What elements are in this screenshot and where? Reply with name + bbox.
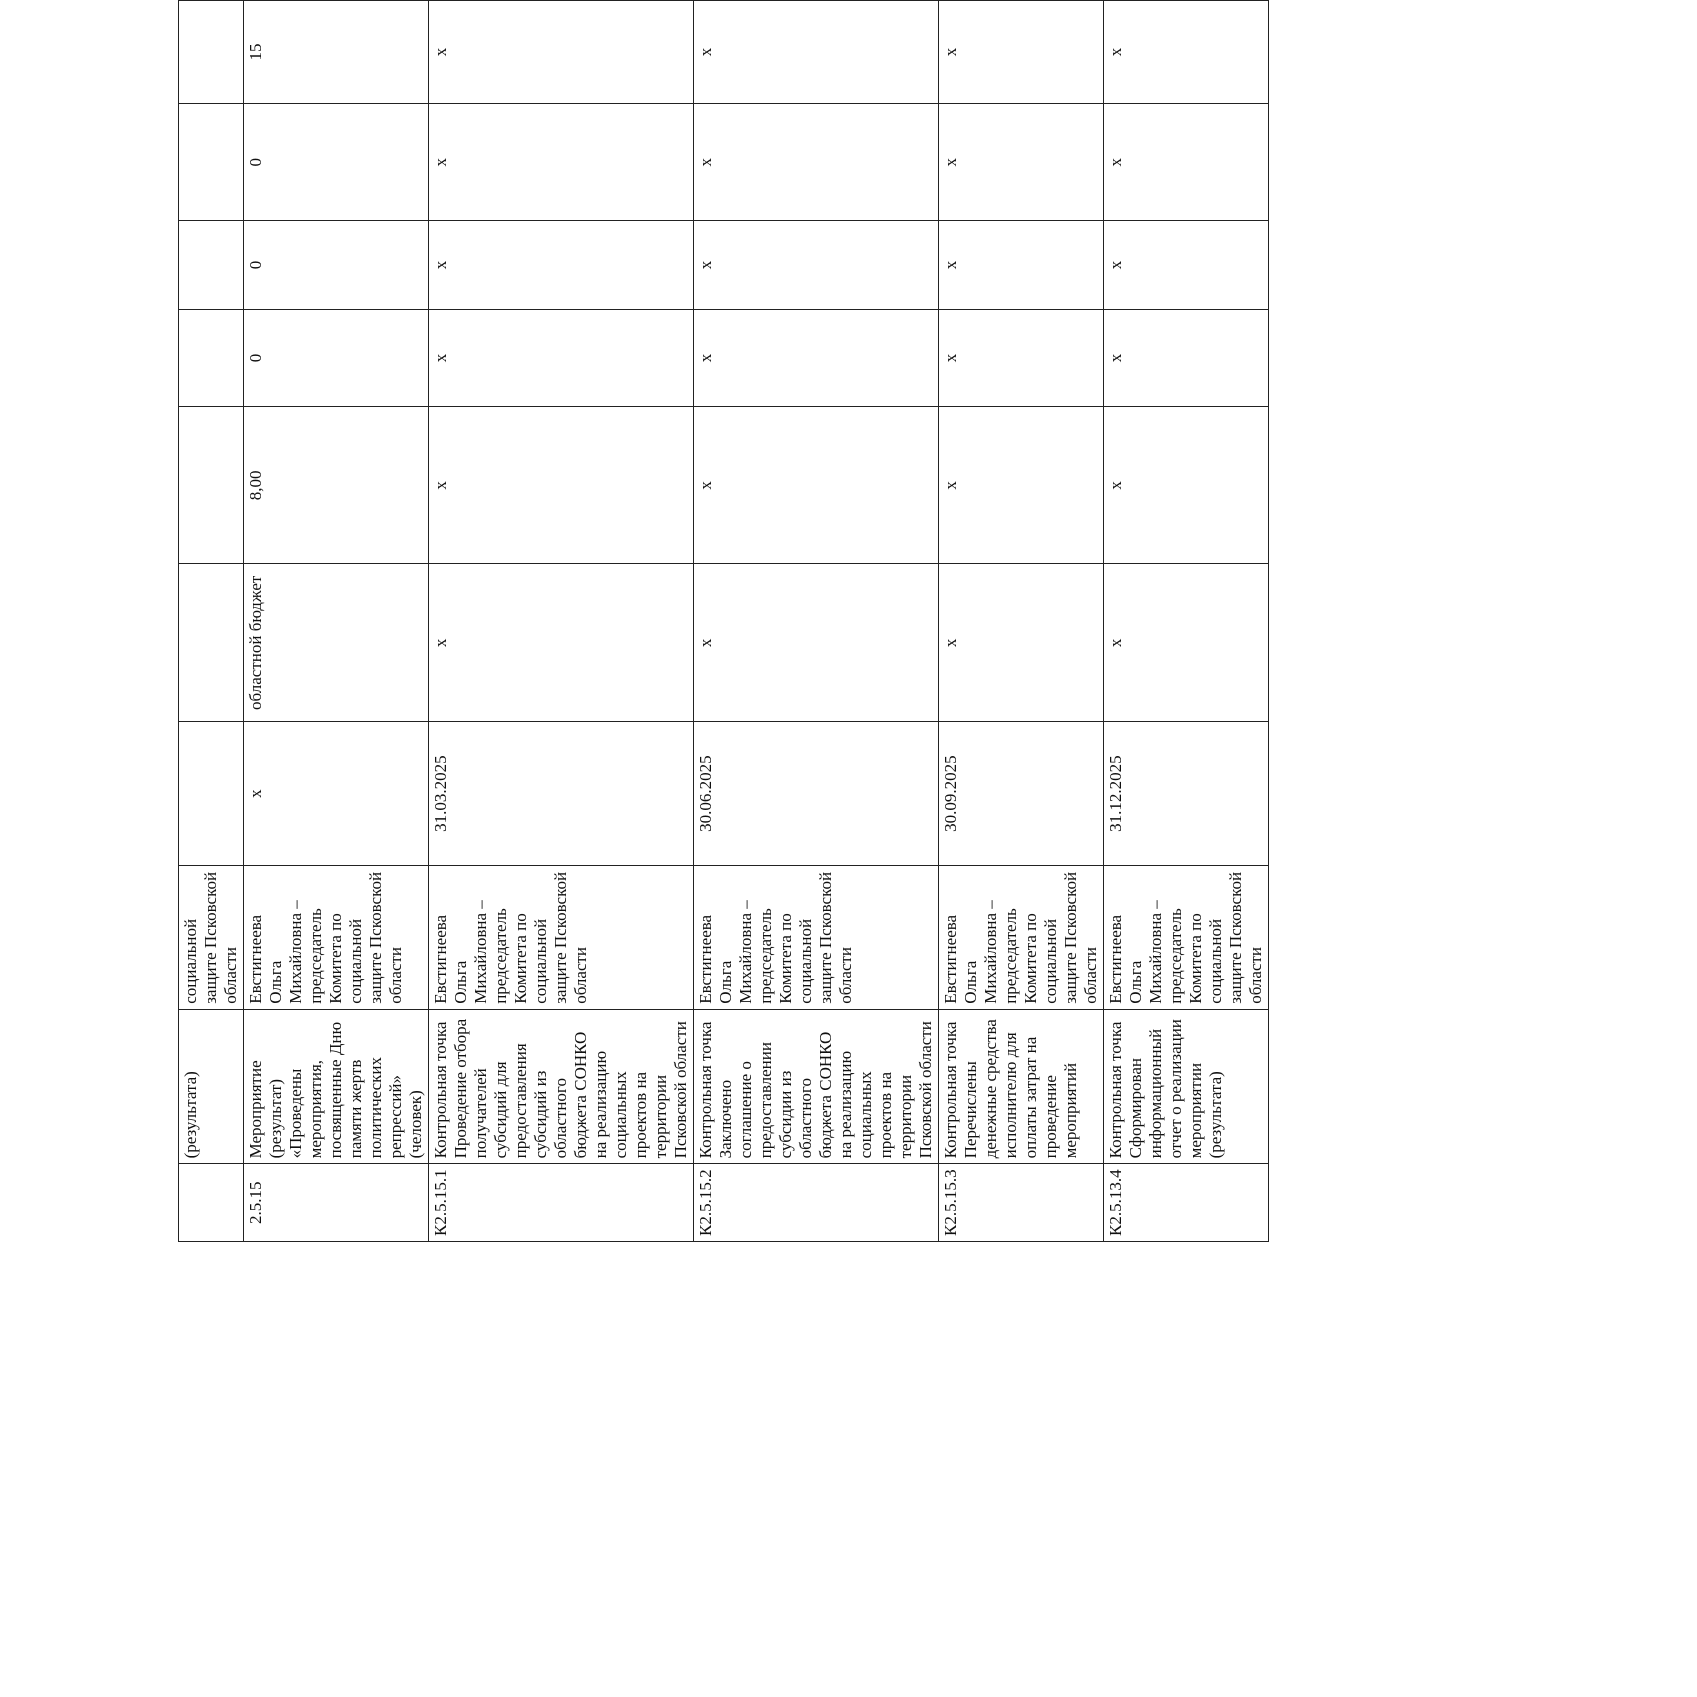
row-value-last: х: [694, 1, 939, 104]
row-responsible: Евстигнеева Ольга Михайловна – председатель Комитета по социальной защите Псковской области: [1104, 865, 1269, 1009]
measures-table: [178, 0, 1269, 1242]
row-value-2: х: [429, 221, 694, 309]
row-date: 30.06.2025: [694, 722, 939, 865]
table-row: [1104, 1, 1269, 1242]
row-responsible: Евстигнеева Ольга Михайловна – председатель Комитета по социальной защите Псковской области: [244, 865, 429, 1009]
row-value-1: х: [939, 309, 1104, 407]
row-total: х: [939, 407, 1104, 564]
continued-responsible-cell: социальной защите Псковской области: [179, 865, 244, 1009]
row-number: К2.5.15.3: [939, 1164, 1104, 1242]
row-value-1: х: [429, 309, 694, 407]
row-total: х: [694, 407, 939, 564]
row-value-last: х: [1104, 1, 1269, 104]
row-date: 31.12.2025: [1104, 722, 1269, 865]
row-value-2: х: [939, 221, 1104, 309]
table-row: [429, 1, 694, 1242]
continued-empty-cell: [179, 221, 244, 309]
row-source: х: [429, 564, 694, 722]
row-total: 8,00: [244, 407, 429, 564]
row-source: областной бюджет: [244, 564, 429, 722]
row-source: х: [1104, 564, 1269, 722]
row-value-2: х: [694, 221, 939, 309]
row-date: 31.03.2025: [429, 722, 694, 865]
row-number: К2.5.15.2: [694, 1164, 939, 1242]
row-number: 2.5.15: [244, 1164, 429, 1242]
row-value-1: 0: [244, 309, 429, 407]
row-value-3: 0: [244, 104, 429, 221]
continued-empty-cell: [179, 1, 244, 104]
continued-empty-cell: [179, 104, 244, 221]
row-name: Контрольная точка Заключено соглашение о предоставлении субсидии из областного бюджета СОНКО на реализацию социальных проектов на территории Псковской области: [694, 1009, 939, 1164]
row-value-1: х: [694, 309, 939, 407]
row-value-2: 0: [244, 221, 429, 309]
row-name: Контрольная точка Проведение отбора получателей субсидий для предоставления субсидий из областного бюджета СОНКО на реализацию социальных проектов на территории Псковской области: [429, 1009, 694, 1164]
row-source: х: [939, 564, 1104, 722]
row-date: х: [244, 722, 429, 865]
row-responsible: Евстигнеева Ольга Михайловна – председатель Комитета по социальной защите Псковской области: [939, 865, 1104, 1009]
row-number: К2.5.13.4: [1104, 1164, 1269, 1242]
continued-task-cell: (результата): [179, 1009, 244, 1164]
row-value-3: х: [694, 104, 939, 221]
row-value-1: х: [1104, 309, 1269, 407]
row-name: Контрольная точка Перечислены денежные средства исполнителю для оплаты затрат на проведение мероприятий: [939, 1009, 1104, 1164]
continued-num-cell: [179, 1164, 244, 1242]
row-value-3: х: [1104, 104, 1269, 221]
row-name: Мероприятие (результат) «Проведены мероприятия, посвященные Дню памяти жертв политических репрессий» (человек): [244, 1009, 429, 1164]
row-value-last: 15: [244, 1, 429, 104]
table-row: [939, 1, 1104, 1242]
continued-empty-cell: [179, 564, 244, 722]
row-date: 30.09.2025: [939, 722, 1104, 865]
row-value-last: х: [939, 1, 1104, 104]
row-number: К2.5.15.1: [429, 1164, 694, 1242]
continued-row: [179, 1, 244, 1242]
row-value-last: х: [429, 1, 694, 104]
continued-empty-cell: [179, 722, 244, 865]
row-value-3: х: [429, 104, 694, 221]
table-row: [244, 1, 429, 1242]
row-responsible: Евстигнеева Ольга Михайловна – председатель Комитета по социальной защите Псковской области: [429, 865, 694, 1009]
row-source: х: [694, 564, 939, 722]
continued-empty-cell: [179, 407, 244, 564]
continued-empty-cell: [179, 309, 244, 407]
row-total: х: [1104, 407, 1269, 564]
row-value-3: х: [939, 104, 1104, 221]
row-value-2: х: [1104, 221, 1269, 309]
row-responsible: Евстигнеева Ольга Михайловна – председатель Комитета по социальной защите Псковской области: [694, 865, 939, 1009]
row-total: х: [429, 407, 694, 564]
table-row: [694, 1, 939, 1242]
row-name: Контрольная точка Сформирован информационный отчет о реализации мероприятии (результата): [1104, 1009, 1269, 1164]
